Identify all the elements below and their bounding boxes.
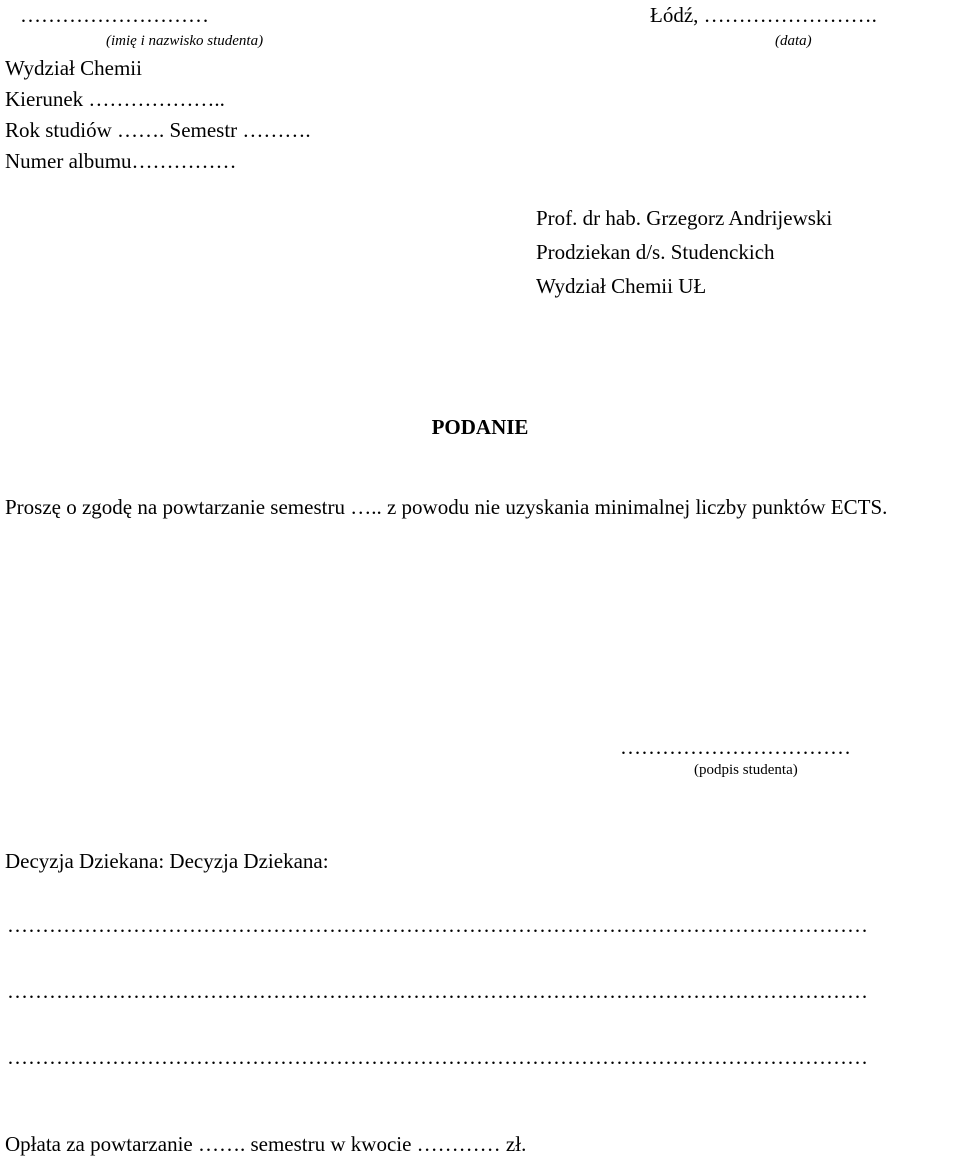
request-text: Proszę o zgodę na powtarzanie semestru ….. z powodu nie uzyskania minimalnej liczby punktów ECTS. xyxy=(5,495,888,519)
date-caption: (data) xyxy=(775,33,812,49)
decision-line-3: …………………………………………………………………………………………………………… xyxy=(7,1045,868,1069)
city-date-field: Łódź, ……………………. xyxy=(650,3,877,27)
decision-line-2: …………………………………………………………………………………………………………… xyxy=(7,979,868,1003)
recipient-name: Prof. dr hab. Grzegorz Andrijewski xyxy=(536,206,833,230)
major-field: Kierunek ……………….. xyxy=(5,87,225,111)
fee-line: Opłata za powtarzanie ……. semestru w kwocie ………… zł. xyxy=(5,1132,527,1156)
document-title: PODANIE xyxy=(431,415,529,439)
faculty-line: Wydział Chemii xyxy=(5,56,142,80)
album-number-field: Numer albumu…………… xyxy=(5,149,237,173)
dean-decision-label: Decyzja Dziekana: Decyzja Dziekana: xyxy=(5,849,329,873)
year-semester-field: Rok studiów ……. Semestr ………. xyxy=(5,118,311,142)
recipient-position: Prodziekan d/s. Studenckich xyxy=(536,240,775,264)
signature-field: …………………………… xyxy=(620,735,851,759)
student-name-field: ……………………… xyxy=(20,3,209,27)
student-name-caption: (imię i nazwisko studenta) xyxy=(106,33,264,49)
decision-line-1: …………………………………………………………………………………………………………… xyxy=(7,913,868,937)
recipient-block xyxy=(536,205,832,307)
signature-caption: (podpis studenta) xyxy=(694,762,798,778)
recipient-faculty: Wydział Chemii UŁ xyxy=(536,274,707,298)
